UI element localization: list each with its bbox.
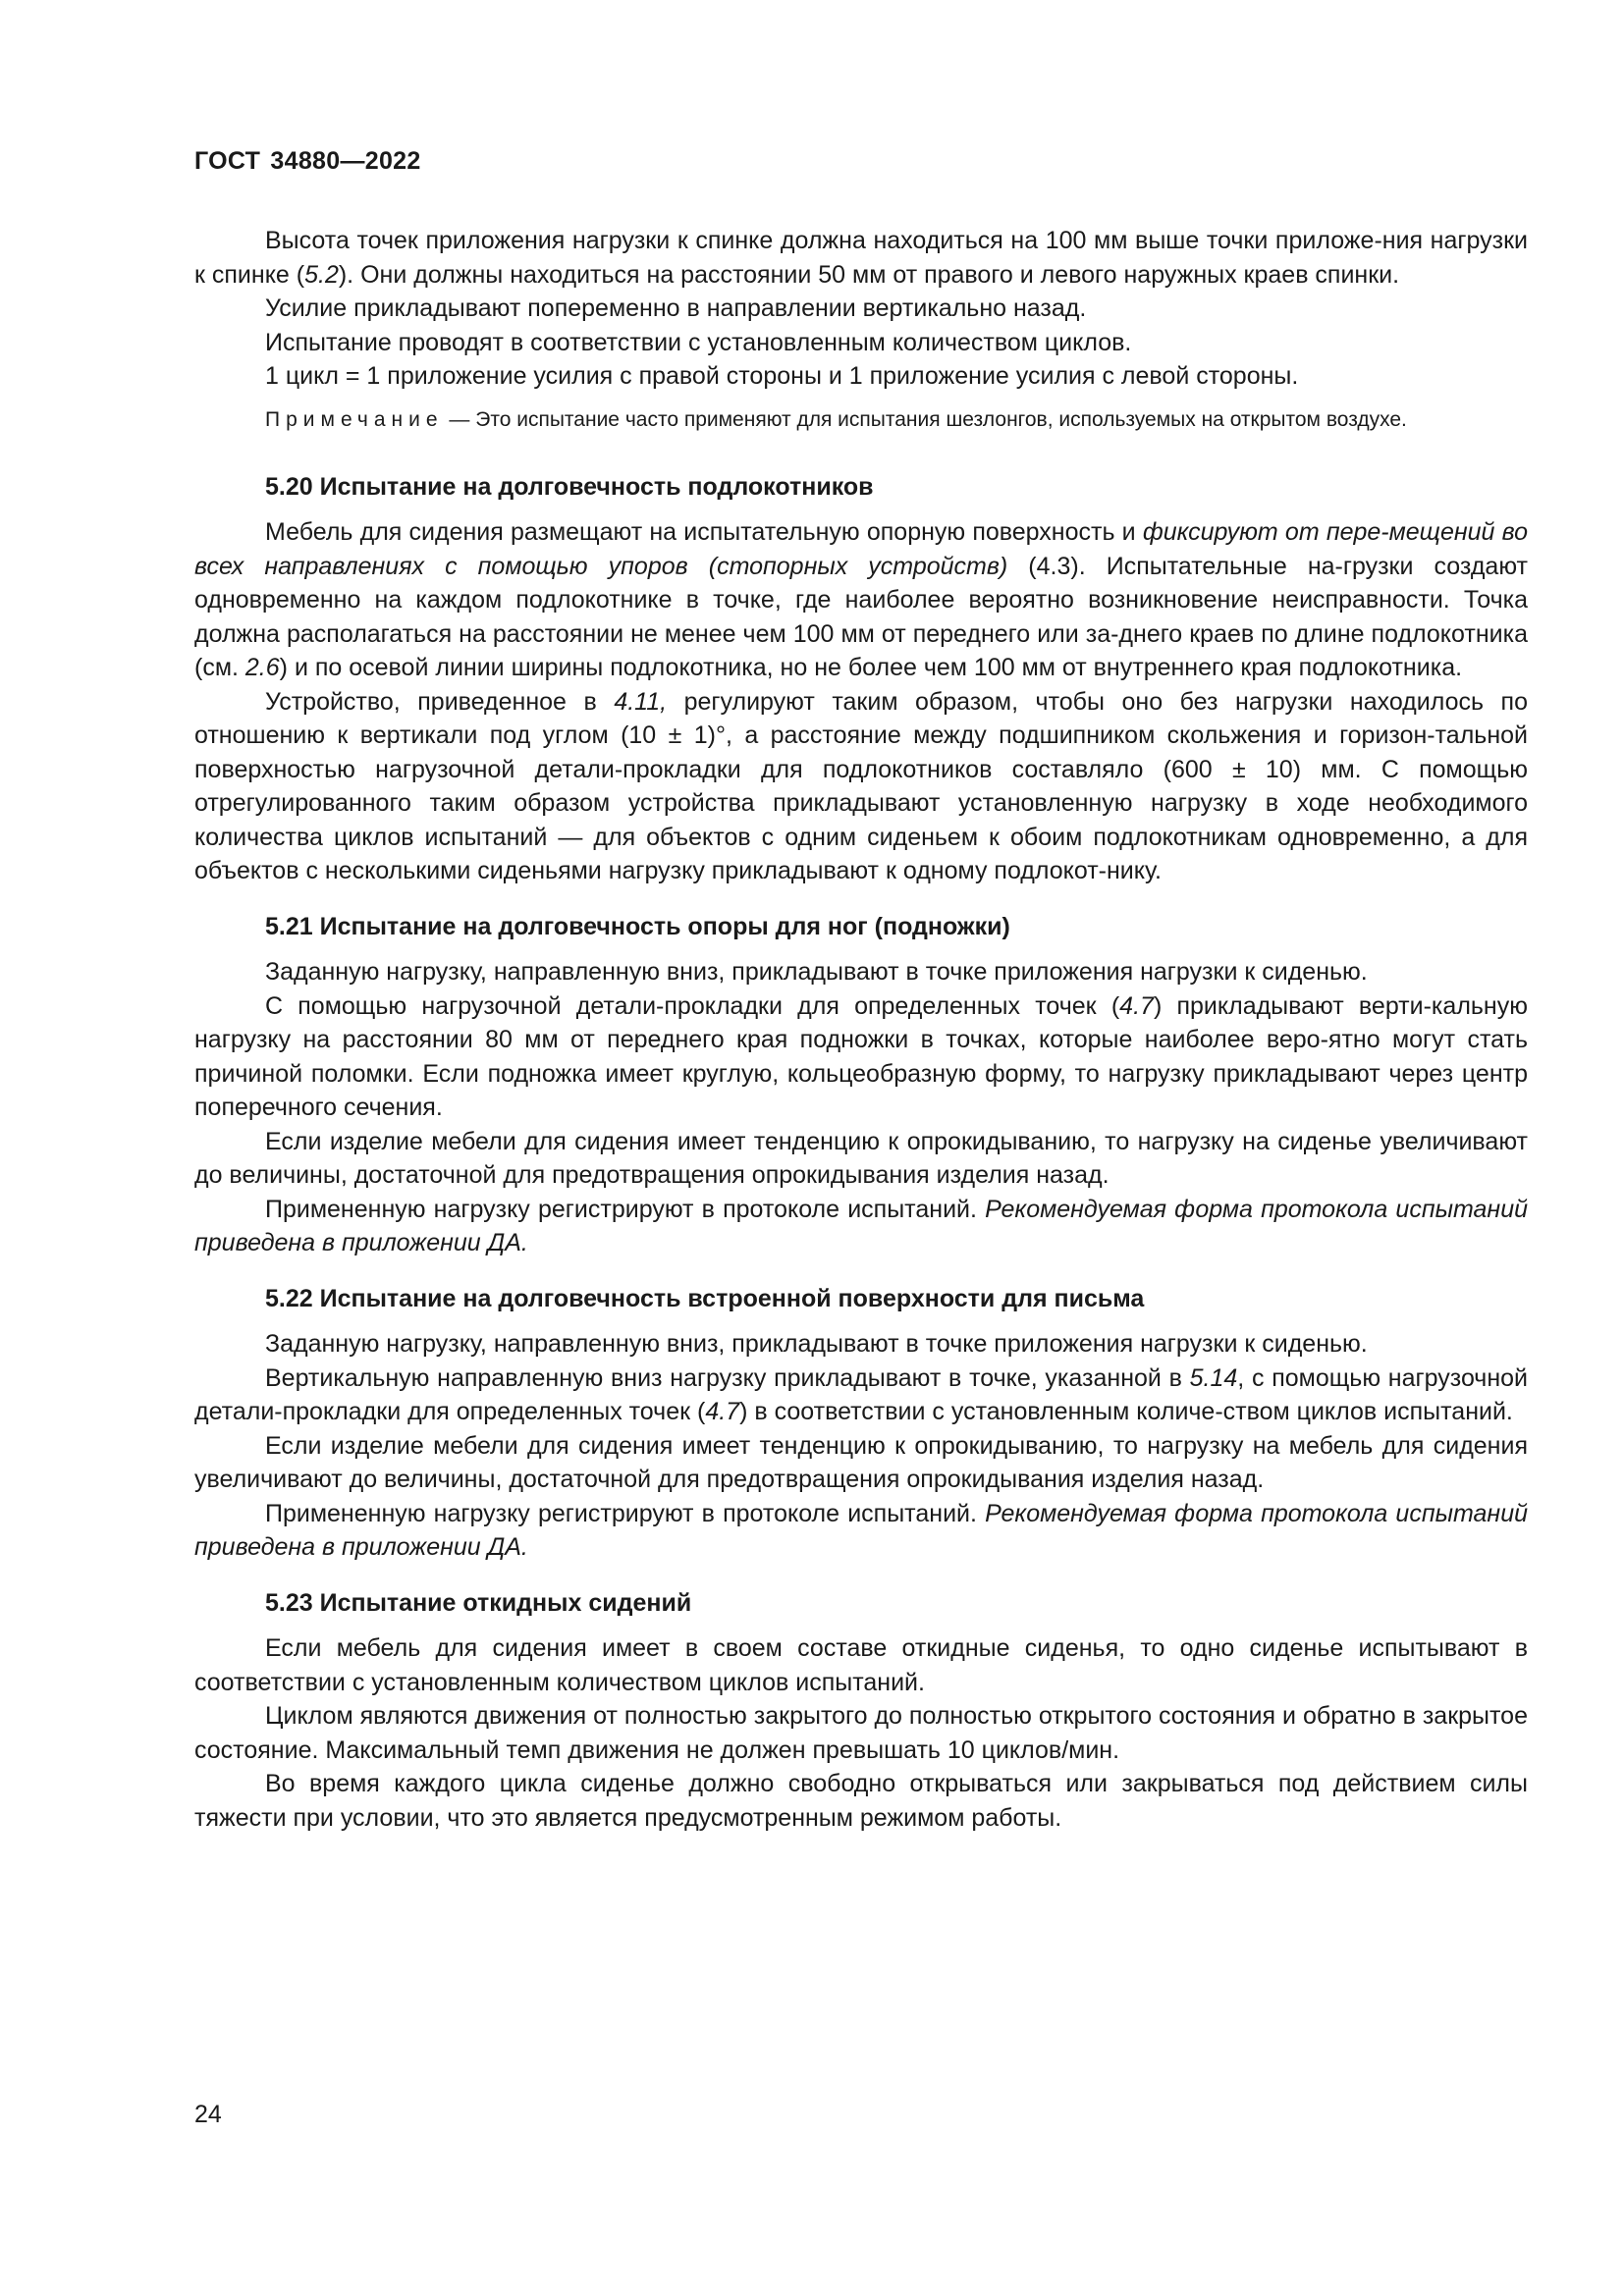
section-paragraph: Примененную нагрузку регистрируют в протоколе испытаний. Рекомендуемая форма протокола испытаний приведена в приложении ДА. <box>194 1499 1528 1561</box>
section-paragraph: Устройство, приведенное в 4.11, регулируют таким образом, чтобы оно без нагрузки находилось по отношению к вертикали под углом (10 ± 1)°, а расстояние между подшипником скольжения и горизон-тальной поверхностью нагрузочной детали-прокладки для подлокотников составляло (600 ± 10) мм. С помощью отрегулированного таким образом устройства прикладывают установленную нагрузку в ходе необходимого количества циклов испытаний — для объектов с одним сиденьем к обоим подлокотникам одновременно, а для объектов с несколькими сиденьями нагрузку прикладывают к одному подлокот-нику. <box>194 687 1528 884</box>
intro-paragraph: Испытание проводят в соответствии с установленным количеством циклов. <box>265 328 1132 356</box>
section-paragraph: Примененную нагрузку регистрируют в протоколе испытаний. Рекомендуемая форма протокола испытаний приведена в приложении ДА. <box>194 1195 1528 1256</box>
document-body <box>194 224 1528 1835</box>
section-paragraph: Если изделие мебели для сидения имеет тенденцию к опрокидыванию, то нагрузку на мебель для сидения увеличивают до величины, достаточной для предотвращения опрокидывания изделия назад. <box>194 1431 1528 1493</box>
section-paragraph: С помощью нагрузочной детали-прокладки для определенных точек (4.7) прикладывают верти-кальную нагрузку на расстоянии 80 мм от переднего края подножки в точках, которые наиболее веро-ятно могут стать причиной поломки. Если подножка имеет круглую, кольцеобразную форму, то нагрузку прикладывают через центр поперечного сечения. <box>194 991 1528 1121</box>
note-label: Примечание <box>265 407 444 431</box>
document-header: ГОСТ 34880—2022 <box>194 147 421 175</box>
section-paragraph: Заданную нагрузку, направленную вниз, прикладывают в точке приложения нагрузки к сиденью. <box>265 958 1368 986</box>
note-text: — Это испытание часто применяют для испытания шезлонгов, используемых на открытом воздухе. <box>443 407 1407 431</box>
page-number: 24 <box>194 2101 222 2128</box>
section-title-5-22: 5.22 Испытание на долговечность встроенной поверхности для письма <box>265 1284 1145 1312</box>
intro-paragraph: Высота точек приложения нагрузки к спинке должна находиться на 100 мм выше точки приложе-ния нагрузки к спинке (5.2). Они должны находиться на расстоянии 50 мм от правого и левого наружных краев спинки. <box>194 227 1528 289</box>
note <box>194 404 1528 435</box>
section-title-5-20: 5.20 Испытание на долговечность подлокотников <box>265 472 874 501</box>
intro-paragraph: 1 цикл = 1 приложение усилия с правой стороны и 1 приложение усилия с левой стороны. <box>265 362 1299 390</box>
section-paragraph: Циклом являются движения от полностью закрытого до полностью открытого состояния и обратно в закрытое состояние. Максимальный темп движения не должен превышать 10 циклов/мин. <box>194 1702 1528 1764</box>
section-paragraph: Мебель для сидения размещают на испытательную опорную поверхность и фиксируют от пере-мещений во всех направлениях с помощью упоров (стопорных устройств) (4.3). Испытательные на-грузки создают одновременно на каждом подлокотнике в точке, где наиболее вероятно возникновение неисправности. Точка должна располагаться на расстоянии не менее чем 100 мм от переднего или за-днего краев по длине подлокотника (см. 2.6) и по осевой линии ширины подлокотника, но не более чем 100 мм от внутреннего края подлокотника. <box>194 518 1529 681</box>
section-title-5-23: 5.23 Испытание откидных сидений <box>265 1588 692 1617</box>
section-paragraph: Если изделие мебели для сидения имеет тенденцию к опрокидыванию, то нагрузку на сиденье увеличивают до величины, достаточной для предотвращения опрокидывания изделия назад. <box>194 1127 1528 1189</box>
section-paragraph: Если мебель для сидения имеет в своем составе откидные сиденья, то одно сиденье испытывают в соответствии с установленным количеством циклов испытаний. <box>194 1634 1528 1696</box>
section-title-5-21: 5.21 Испытание на долговечность опоры для ног (подножки) <box>265 912 1010 940</box>
section-paragraph: Вертикальную направленную вниз нагрузку прикладывают в точке, указанной в 5.14, с помощью нагрузочной детали-прокладки для определенных точек (4.7) в соответствии с установленным количе-ством циклов испытаний. <box>194 1363 1528 1425</box>
section-paragraph: Заданную нагрузку, направленную вниз, прикладывают в точке приложения нагрузки к сиденью. <box>265 1330 1368 1358</box>
section-paragraph: Во время каждого цикла сиденье должно свободно открываться или закрываться под действием силы тяжести при условии, что это является предусмотренным режимом работы. <box>194 1770 1528 1832</box>
intro-paragraph: Усилие прикладывают попеременно в направлении вертикально назад. <box>265 294 1087 322</box>
